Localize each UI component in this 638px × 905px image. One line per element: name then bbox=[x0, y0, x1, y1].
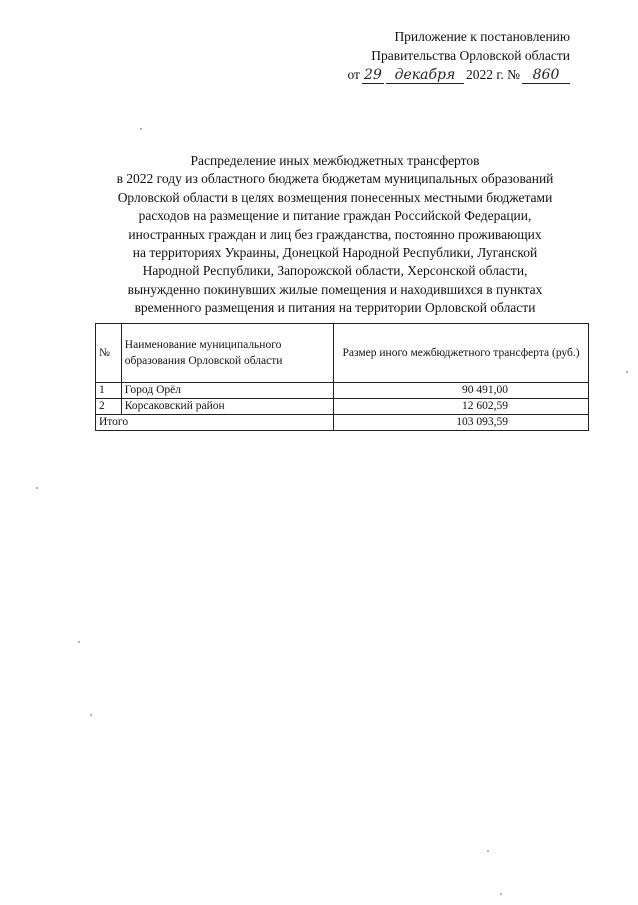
annex-date-prefix: от bbox=[347, 67, 360, 82]
scan-speck bbox=[78, 641, 80, 643]
title-line: иностранных граждан и лиц без гражданства, постоянно проживающих bbox=[128, 226, 542, 242]
row-name: Город Орёл bbox=[121, 383, 333, 399]
scan-speck bbox=[36, 487, 38, 489]
document-title bbox=[88, 152, 582, 318]
row-amount: 90 491,00 bbox=[334, 383, 589, 399]
title-line: вынужденно покинувших жилые помещения и находившихся в пунктах bbox=[127, 281, 543, 297]
header-num: № bbox=[96, 324, 122, 383]
table-row bbox=[96, 399, 589, 415]
table-total-row bbox=[96, 415, 589, 431]
title-line: Народной Республики, Запорожской области, Херсонской области, bbox=[142, 263, 528, 279]
annex-header bbox=[320, 27, 570, 84]
handwritten-number: 860 bbox=[522, 68, 570, 84]
scan-speck bbox=[140, 128, 142, 130]
row-amount: 12 602,59 bbox=[334, 399, 589, 415]
annex-year-label: 2022 г. № bbox=[465, 67, 520, 82]
table-row bbox=[96, 383, 589, 399]
row-num: 2 bbox=[96, 399, 122, 415]
scan-speck bbox=[90, 714, 92, 716]
title-line: временного размещения и питания на территории Орловской области bbox=[134, 300, 536, 316]
annex-line-1: Приложение к постановлению bbox=[394, 29, 570, 44]
annex-date-line bbox=[320, 65, 570, 84]
title-line: на территориях Украины, Донецкой Народной Республики, Луганской bbox=[132, 245, 538, 261]
title-line: Распределение иных межбюджетных трансфертов bbox=[190, 153, 480, 168]
title-line: в 2022 году из областного бюджета бюджетам муниципальных образований bbox=[116, 171, 554, 187]
title-line: расходов на размещение и питание граждан Российской Федерации, bbox=[138, 208, 532, 224]
total-amount: 103 093,59 bbox=[334, 415, 589, 431]
title-line: Орловской области в целях возмещения понесенных местными бюджетами bbox=[117, 189, 553, 205]
handwritten-day: 29 bbox=[362, 68, 384, 84]
scan-speck bbox=[626, 371, 628, 373]
header-name: Наименование муниципального образования Орловской области bbox=[121, 324, 333, 383]
scan-speck bbox=[487, 850, 489, 852]
row-num: 1 bbox=[96, 383, 122, 399]
annex-line-2: Правительства Орловской области bbox=[371, 48, 570, 63]
handwritten-month: декабря bbox=[386, 68, 464, 84]
header-amount: Размер иного межбюджетного трансферта (руб.) bbox=[334, 324, 589, 383]
table-header-row bbox=[96, 324, 589, 383]
row-name: Корсаковский район bbox=[121, 399, 333, 415]
transfers-table bbox=[95, 323, 589, 431]
scan-speck bbox=[500, 893, 502, 895]
total-label: Итого bbox=[96, 415, 334, 431]
